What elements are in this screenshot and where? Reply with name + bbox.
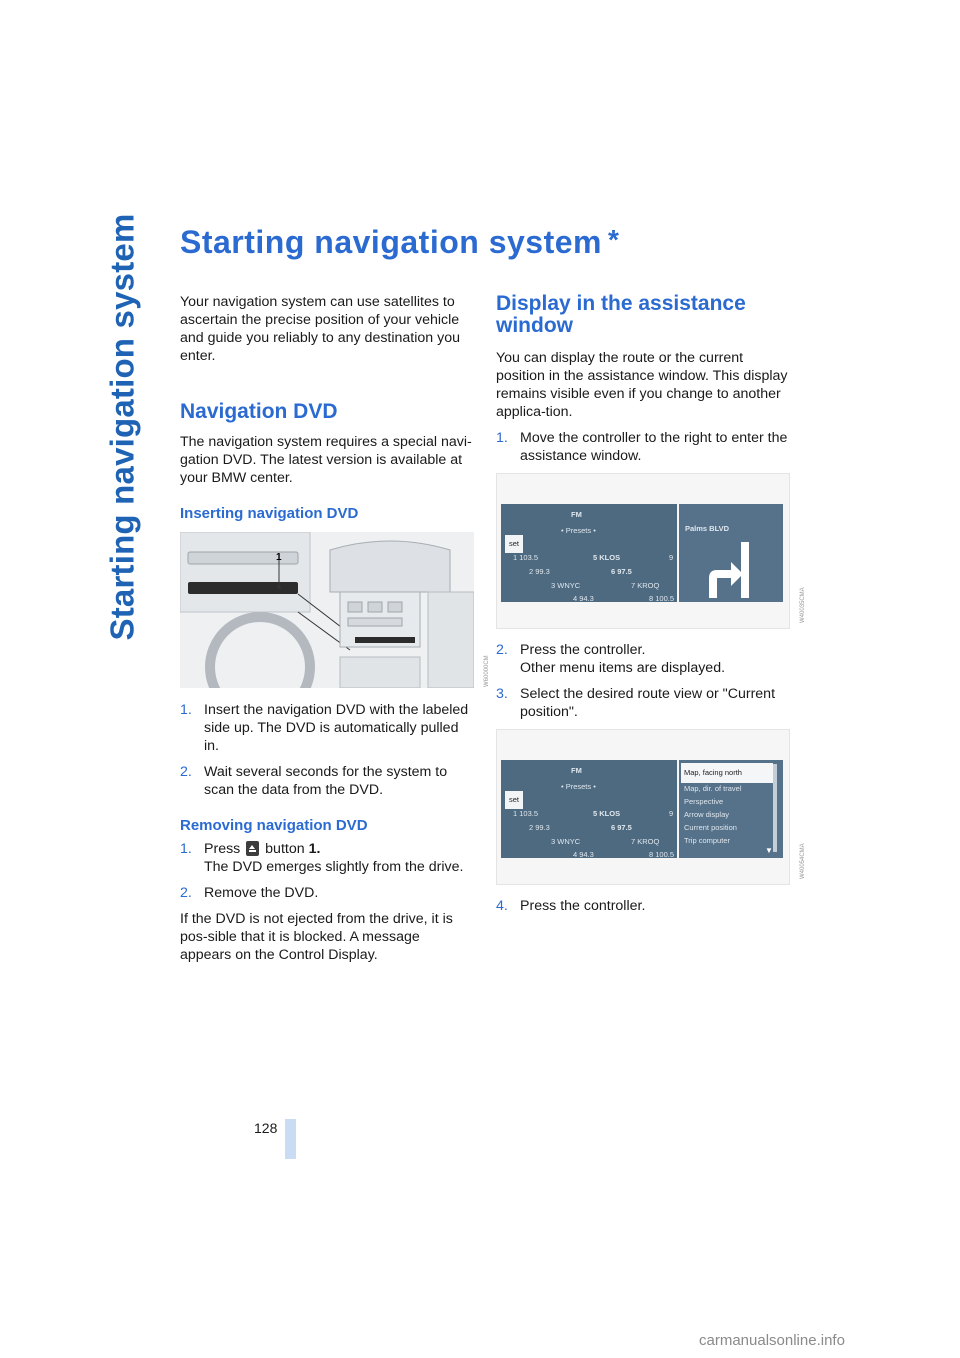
menu-item-current-position[interactable]: Current position: [684, 823, 737, 832]
removing-steps: [180, 840, 474, 902]
radio-display: FM • Presets • set 1 103.5 5 KLOS 9 2 99.3 6 97.5 3 WNYC 7 KROQ 4 94.3 8 100.5: [501, 760, 677, 858]
watermark: carmanualsonline.info: [699, 1332, 845, 1349]
band-label: FM: [571, 766, 582, 775]
scroll-down-icon: ▼: [765, 846, 773, 855]
list-item: 1. Press button 1. The DVD emerges slightly from the drive.: [180, 841, 464, 875]
page-number: 128: [254, 1120, 278, 1136]
intro-paragraph: Your navigation system can use satellites to ascertain the precise position of your vehicle and guide you reliably to any destination you enter.: [180, 294, 461, 364]
menu-item-map-north[interactable]: Map, facing north: [681, 763, 773, 783]
inserting-dvd-heading: Inserting navigation DVD: [180, 505, 359, 522]
turn-arrow-icon: [699, 540, 759, 600]
right-column: [496, 292, 806, 923]
assist-steps-a: [496, 429, 792, 465]
eject-button-icon: [246, 841, 259, 856]
menu-item-trip-computer[interactable]: Trip computer: [684, 836, 730, 845]
dvd-slot-illustration: [180, 532, 490, 688]
menu-scrollbar[interactable]: [773, 764, 777, 852]
presets-label: • Presets •: [561, 782, 596, 791]
nav-dvd-paragraph: The navigation system requires a special navi-gation DVD. The latest version is available at your BMW center.: [180, 434, 472, 486]
presets-label: • Presets •: [561, 526, 596, 535]
figure-code: W60000CM: [484, 655, 490, 687]
menu-item-arrow-display[interactable]: Arrow display: [684, 810, 730, 819]
assist-paragraph: You can display the route or the current position in the assistance window. This display remains visible even if you change to another applica-tion.: [496, 350, 788, 420]
option-star: *: [607, 224, 620, 255]
inserting-steps: [180, 701, 474, 799]
route-arrow-panel: [679, 504, 783, 602]
left-column: [180, 293, 490, 974]
menu-item-perspective[interactable]: Perspective: [684, 797, 724, 806]
figure-code: W40035CMA: [800, 587, 806, 623]
page-edge-marker: [285, 1119, 296, 1159]
list-item: 1. Move the controller to the right to enter the assistance window.: [496, 430, 788, 464]
assist-steps-b: [496, 641, 792, 721]
list-item: 2. Press the controller. Other menu items are displayed.: [496, 642, 726, 676]
list-item: 2. Remove the DVD.: [180, 885, 319, 901]
page-title: Starting navigation system *: [180, 224, 620, 260]
assist-heading: Display in the assistance window: [496, 292, 746, 337]
list-item: 3. Select the desired route view or "Current position".: [496, 686, 776, 720]
route-view-menu: [679, 760, 783, 858]
set-button[interactable]: set: [505, 791, 523, 809]
list-item: 1. Insert the navigation DVD with the labeled side up. The DVD is automatically pulled in.: [180, 702, 469, 754]
assistance-window-screen: [496, 473, 806, 629]
list-item: 2. Wait several seconds for the system to scan the data from the DVD.: [180, 764, 448, 798]
dashboard-drawing: [180, 532, 474, 688]
street-label: Palms BLVD: [685, 524, 730, 533]
band-label: FM: [571, 510, 582, 519]
removing-dvd-heading: Removing navigation DVD: [180, 817, 368, 834]
radio-display: FM • Presets • set 1 103.5 5 KLOS 9 2 99.3 6 97.5 3 WNYC 7 KROQ 4 94.3 8 100.5: [501, 504, 677, 602]
route-view-menu-screen: [496, 729, 806, 885]
list-item: 4. Press the controller.: [496, 898, 646, 914]
set-button[interactable]: set: [505, 535, 523, 553]
side-chapter-title: [96, 213, 148, 641]
side-chapter-title-text: Starting navigation system: [103, 213, 140, 641]
figure-code: W40054CMA: [800, 843, 806, 879]
figure-callout-1: 1: [276, 552, 282, 563]
nav-dvd-heading: Navigation DVD: [180, 400, 338, 423]
blocked-dvd-note: If the DVD is not ejected from the drive, it is pos-sible that it is blocked. A message appears on the Control Display.: [180, 911, 453, 963]
menu-item-map-travel[interactable]: Map, dir. of travel: [684, 784, 742, 793]
assist-steps-c: [496, 897, 792, 915]
